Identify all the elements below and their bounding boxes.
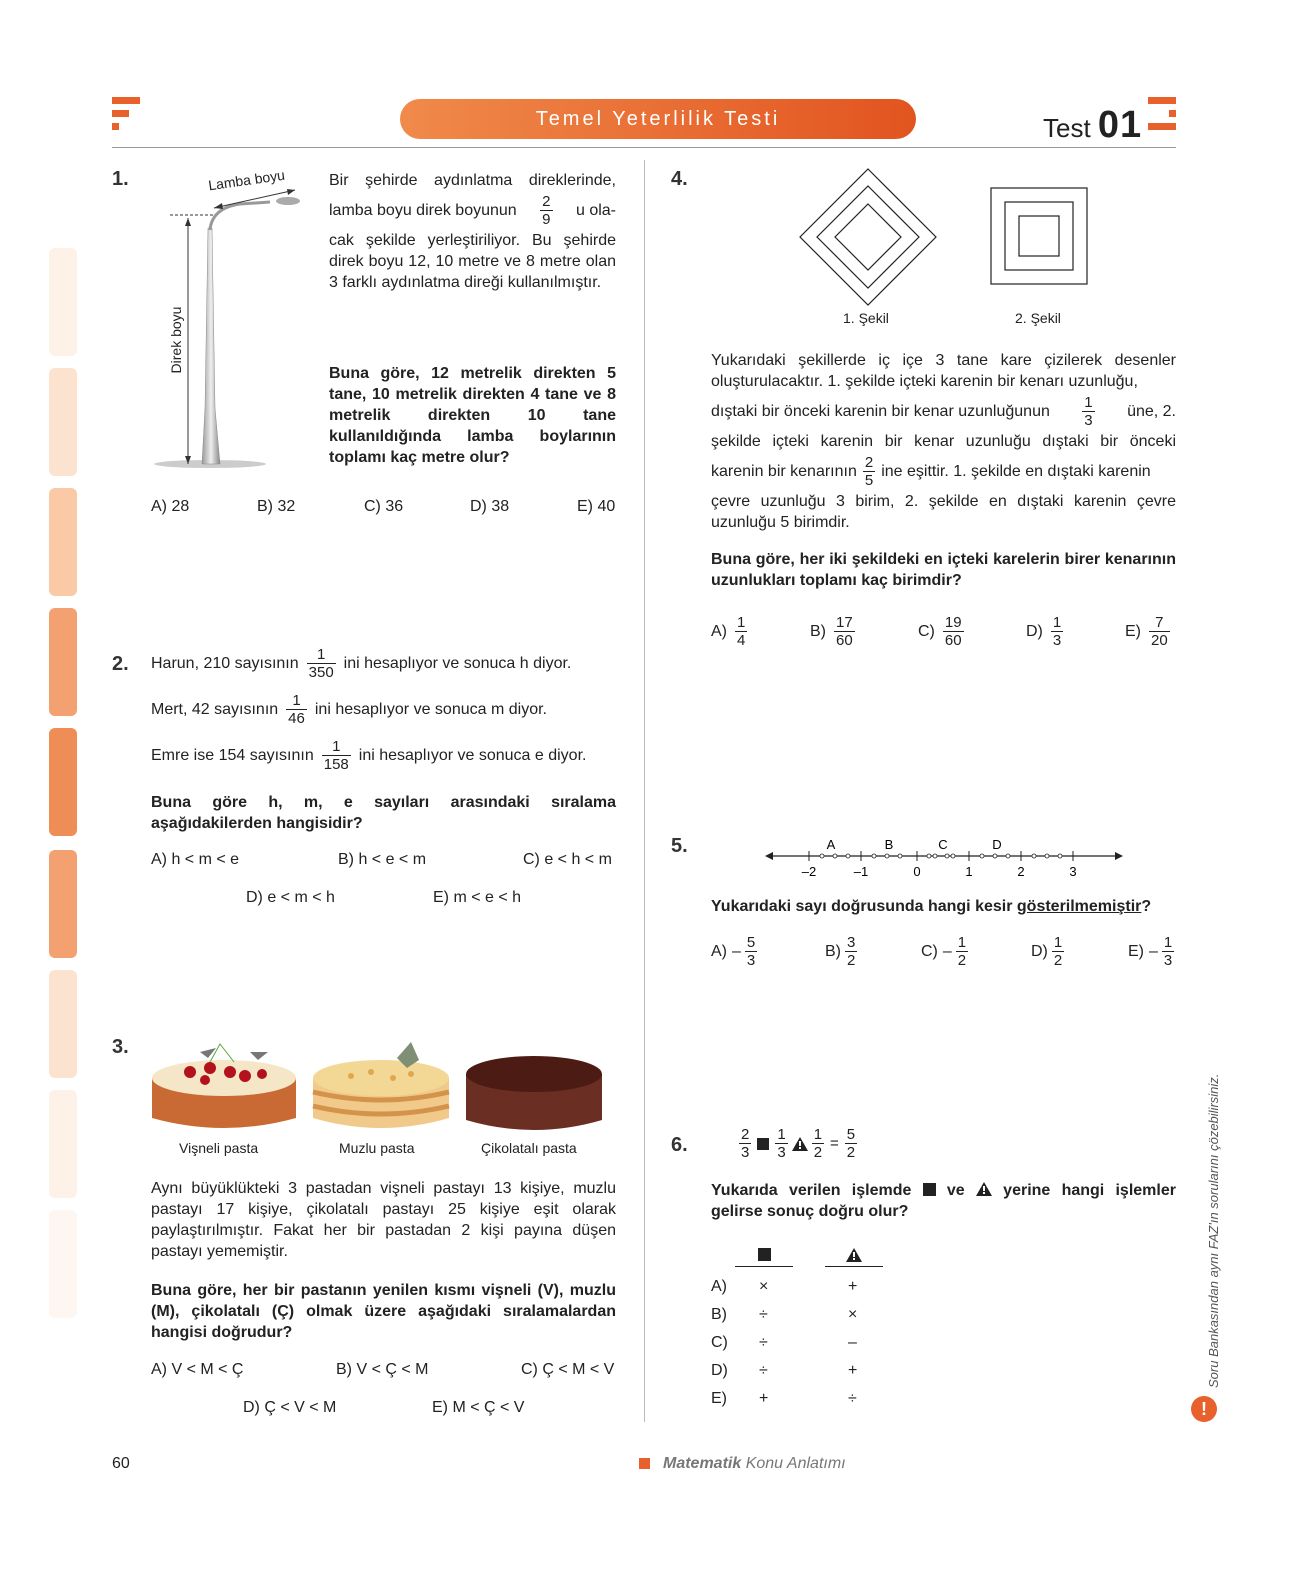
warning-triangle-icon xyxy=(976,1182,992,1196)
frac-denominator: 60 xyxy=(944,632,962,649)
q4-option-a[interactable] xyxy=(711,614,751,649)
option-letter: E) xyxy=(1128,942,1144,960)
option-fraction xyxy=(1051,614,1063,649)
q2-fraction3 xyxy=(322,738,351,773)
option-square-op: ÷ xyxy=(759,1306,768,1323)
nested-squares-figure xyxy=(990,187,1088,285)
q2-option-d[interactable]: D) e < m < h xyxy=(246,889,335,906)
option-letter: E) xyxy=(711,1390,727,1407)
table-header-square xyxy=(735,1248,793,1267)
option-triangle-op: ÷ xyxy=(848,1390,857,1407)
option-fraction xyxy=(735,614,747,649)
page-number: 60 xyxy=(112,1455,130,1472)
option-letter: E) xyxy=(1125,622,1141,640)
q4-para2 xyxy=(711,394,1176,429)
option-fraction xyxy=(1052,934,1064,969)
frac-numerator: 1 xyxy=(1053,934,1063,951)
frac-numerator: 2 xyxy=(741,1126,750,1143)
q3-option-c[interactable]: C) Ç < M < V xyxy=(521,1361,615,1378)
frac-denominator: 3 xyxy=(741,1144,750,1161)
test-label xyxy=(1043,104,1142,147)
q5-option-e[interactable] xyxy=(1128,934,1178,969)
q4-para4-a: karenin bir kenarının xyxy=(711,463,857,480)
q4-para1: Yukarıdaki şekillerde iç içe 3 tane kare çizilerek desenler oluşturulacaktır. 1. şekilde içteki karenin bir kenarı uzunluğu, xyxy=(711,352,1176,390)
q5-question-a: Yukarıdaki sayı doğrusunda hangi kesir xyxy=(711,898,1013,915)
minor-dot xyxy=(846,854,850,858)
point-label: D xyxy=(992,837,1002,852)
frac-numerator: 1 xyxy=(813,1126,823,1143)
q1-line3: cak şekilde yerleştiriliyor. Bu şehirde direk boyu 12, 10 metre ve 8 metre olan 3 farklı aydınlatma direği kullanılmıştır. xyxy=(329,232,616,291)
minor-dot xyxy=(1045,854,1049,858)
q1-number: 1. xyxy=(112,168,129,190)
q1-option-e[interactable]: E) 40 xyxy=(577,498,616,515)
cherry-cake-image xyxy=(150,1038,298,1134)
option-letter: A) xyxy=(711,1278,727,1295)
tick-label: –2 xyxy=(801,864,817,879)
frac-numerator: 2 xyxy=(542,193,551,210)
footer-square-icon xyxy=(639,1458,650,1469)
minor-dot xyxy=(820,854,824,858)
eq-fraction xyxy=(845,1126,857,1161)
book-title-bold: Matematik xyxy=(663,1455,742,1472)
option-square-op: ÷ xyxy=(759,1362,768,1379)
q6-option-b[interactable] xyxy=(711,1306,911,1328)
fig1-caption: 1. Şekil xyxy=(843,310,889,326)
minor-dot xyxy=(933,854,937,858)
frac-denominator: 3 xyxy=(1052,632,1062,649)
option-letter: B) xyxy=(825,942,841,960)
q5-option-b[interactable] xyxy=(825,934,861,969)
pole-length-label: Direk boyu xyxy=(168,306,184,374)
q6-number: 6. xyxy=(671,1134,688,1156)
option-sign: – xyxy=(732,942,741,960)
chocolate-cake-image xyxy=(464,1050,604,1136)
nested-diamonds-figure xyxy=(799,168,937,306)
q4-option-b[interactable] xyxy=(810,614,859,649)
q1-option-c[interactable]: C) 36 xyxy=(364,498,404,515)
minor-dot xyxy=(898,854,902,858)
minor-dot xyxy=(945,854,949,858)
point-label: B xyxy=(884,837,894,852)
q4-option-c[interactable] xyxy=(918,614,968,649)
q4-number: 4. xyxy=(671,168,688,190)
frac-numerator: 5 xyxy=(846,1126,856,1143)
frac-numerator: 3 xyxy=(847,934,856,951)
q3-question: Buna göre, her bir pastanın yenilen kısmı vişneli (V), muzlu (M), çikolatalı (Ç) olmak üzere aşağıdaki sıralamalardan hangisi doğrudur? xyxy=(151,1282,616,1341)
q1-line2b: u ola- xyxy=(575,202,616,219)
q6-equation xyxy=(735,1126,861,1161)
square-icon xyxy=(757,1138,769,1150)
minor-dot xyxy=(885,854,889,858)
lamp-length-label: Lamba boyu xyxy=(207,166,286,194)
frac-numerator: 1 xyxy=(292,692,301,709)
q5-option-c[interactable] xyxy=(921,934,972,969)
q1-question: Buna göre, 12 metrelik direkten 5 tane, 10 metrelik direkten 4 tane ve 8 metrelik direkten 10 tane kullanıldığında lamba boylarının toplamı kaç metre olur? xyxy=(329,365,616,466)
q6-option-c[interactable] xyxy=(711,1334,911,1356)
q2-question: Buna göre h, m, e sayıları arasındaki sıralama aşağıdakilerden hangisidir? xyxy=(151,794,616,832)
option-triangle-op: – xyxy=(848,1334,857,1351)
exclamation-icon: ! xyxy=(1191,1396,1217,1422)
q6-option-d[interactable] xyxy=(711,1362,911,1384)
q5-option-d[interactable] xyxy=(1031,934,1068,969)
option-letter: A) xyxy=(711,942,727,960)
book-title xyxy=(663,1455,846,1473)
frac-denominator: 2 xyxy=(813,1144,823,1161)
q2-line1-a: Harun, 210 sayısının xyxy=(151,654,299,672)
square-icon xyxy=(923,1183,936,1196)
equals-sign: = xyxy=(830,1135,839,1152)
frac-denominator: 3 xyxy=(1084,412,1093,429)
q2-option-a[interactable]: A) h < m < e xyxy=(151,851,240,868)
option-square-op: + xyxy=(759,1390,769,1407)
q2-option-e[interactable]: E) m < e < h xyxy=(433,889,522,906)
warning-triangle-icon xyxy=(792,1137,808,1151)
q3-option-b[interactable]: B) V < Ç < M xyxy=(336,1361,429,1378)
table-header-triangle xyxy=(825,1248,883,1267)
frac-denominator: 5 xyxy=(864,472,874,489)
option-letter: C) xyxy=(711,1334,728,1351)
option-square-op: ÷ xyxy=(759,1334,768,1351)
q1-line1: Bir şehirde aydınlatma direklerinde, xyxy=(329,172,616,189)
q1-line2 xyxy=(329,193,616,228)
frac-denominator: 350 xyxy=(308,664,334,681)
option-sign: – xyxy=(1149,942,1158,960)
frac-denominator: 60 xyxy=(836,632,853,649)
option-fraction xyxy=(956,934,968,969)
q2-line3 xyxy=(151,738,586,773)
option-letter: D) xyxy=(711,1362,728,1379)
q2-option-b[interactable]: B) h < e < m xyxy=(338,851,427,868)
number-line xyxy=(763,832,1125,882)
q3-number: 3. xyxy=(112,1036,129,1058)
point-label: C xyxy=(938,837,948,852)
frac-numerator: 17 xyxy=(836,614,853,631)
tick-label: 1 xyxy=(965,864,973,879)
frac-numerator: 1 xyxy=(1163,934,1173,951)
chocolate-cake-caption: Çikolatalı pasta xyxy=(481,1140,577,1156)
frac-denominator: 4 xyxy=(737,632,746,649)
option-fraction xyxy=(745,934,757,969)
eq-fraction xyxy=(739,1126,751,1161)
q4-fraction1 xyxy=(1082,394,1094,429)
option-fraction xyxy=(1162,934,1174,969)
q4-text xyxy=(711,350,1176,533)
q5-number: 5. xyxy=(671,835,688,857)
frac-denominator: 46 xyxy=(288,710,305,727)
q2-line2-a: Mert, 42 sayısının xyxy=(151,700,279,718)
frac-denominator: 3 xyxy=(746,952,756,969)
logo-left xyxy=(112,97,140,130)
q3-option-d[interactable]: D) Ç < V < M xyxy=(243,1399,337,1416)
option-letter: C) xyxy=(921,942,938,960)
minor-dot xyxy=(951,854,955,858)
frac-denominator: 2 xyxy=(957,952,967,969)
q5-option-a[interactable] xyxy=(711,934,761,969)
q1-option-d[interactable]: D) 38 xyxy=(470,498,510,515)
q3-option-e[interactable]: E) M < Ç < V xyxy=(432,1399,525,1416)
option-fraction xyxy=(845,934,857,969)
q1-option-a[interactable]: A) 28 xyxy=(151,498,190,515)
side-note: Soru Bankasından aynı FAZ'ın sorularını çözebilirsiniz. xyxy=(1206,1073,1221,1388)
q6-question xyxy=(711,1180,1176,1222)
frac-numerator: 1 xyxy=(332,738,341,755)
frac-denominator: 20 xyxy=(1151,632,1168,649)
q1-option-b[interactable]: B) 32 xyxy=(257,498,296,515)
frac-numerator: 1 xyxy=(1084,394,1093,411)
q4-para2-b: üne, 2. xyxy=(1127,403,1176,420)
option-letter: D) xyxy=(1026,622,1043,640)
frac-denominator: 3 xyxy=(777,1144,786,1161)
frac-denominator: 2 xyxy=(847,952,856,969)
eq-fraction xyxy=(812,1126,824,1161)
logo-right xyxy=(1148,97,1176,130)
frac-numerator: 5 xyxy=(746,934,756,951)
option-letter: D) xyxy=(1031,942,1048,960)
frac-numerator: 7 xyxy=(1155,614,1164,631)
q4-para4-b: ine eşittir. 1. şekilde en dıştaki karenin xyxy=(881,463,1151,480)
banana-cake-image xyxy=(311,1038,451,1134)
frac-numerator: 19 xyxy=(944,614,962,631)
book-title-rest: Konu Anlatımı xyxy=(745,1455,846,1472)
q5-question-emphasis: gösterilmemiştir xyxy=(1016,898,1142,915)
q4-question: Buna göre, her iki şekildeki en içteki karelerin birer kenarının uzunlukları toplamı kaç birimdir? xyxy=(711,551,1176,589)
minor-dot xyxy=(1006,854,1010,858)
tick-label: 0 xyxy=(913,864,921,879)
minor-dot xyxy=(980,854,984,858)
q1-line2a: lamba boyu direk boyunun xyxy=(329,202,517,219)
fig2-caption: 2. Şekil xyxy=(1015,310,1061,326)
option-letter: C) xyxy=(918,622,935,640)
option-fraction xyxy=(1149,614,1170,649)
point-label: A xyxy=(826,837,836,852)
q2-line2-b: ini hesaplıyor ve sonuca m diyor. xyxy=(314,700,547,718)
frac-denominator: 2 xyxy=(1053,952,1063,969)
q6-option-a[interactable] xyxy=(711,1278,911,1300)
q4-para5: çevre uzunluğu 3 birim, 2. şekilde en dıştaki karenin çevre uzunluğu 5 birimdir. xyxy=(711,493,1176,531)
frac-denominator: 3 xyxy=(1163,952,1173,969)
frac-numerator: 2 xyxy=(864,454,874,471)
number-line-labels xyxy=(802,837,1077,879)
option-square-op: × xyxy=(759,1278,769,1295)
option-letter: B) xyxy=(810,622,826,640)
q2-line1 xyxy=(151,646,571,681)
frac-numerator: 1 xyxy=(777,1126,786,1143)
q2-line3-b: ini hesaplıyor ve sonuca e diyor. xyxy=(358,746,587,764)
minor-dot xyxy=(872,854,876,858)
option-fraction xyxy=(834,614,855,649)
q2-option-c[interactable]: C) e < h < m xyxy=(523,851,612,868)
tick-label: 2 xyxy=(1017,864,1025,879)
q6-option-e[interactable] xyxy=(711,1390,911,1412)
q2-fraction1 xyxy=(307,646,336,681)
q2-number: 2. xyxy=(112,653,129,675)
frac-numerator: 1 xyxy=(1052,614,1062,631)
option-letter: A) xyxy=(711,622,727,640)
warning-triangle-icon xyxy=(846,1248,862,1262)
banana-cake-caption: Muzlu pasta xyxy=(339,1140,415,1156)
option-letter: B) xyxy=(711,1306,727,1323)
frac-numerator: 1 xyxy=(957,934,967,951)
frac-numerator: 1 xyxy=(737,614,746,631)
q4-para3: şekilde içteki karenin bir kenar uzunluğu dıştaki bir önceki xyxy=(711,433,1176,450)
option-fraction xyxy=(943,614,964,649)
frac-numerator: 1 xyxy=(316,646,326,663)
q2-line1-b: ini hesaplıyor ve sonuca h diyor. xyxy=(343,654,572,672)
header-banner: Temel Yeterlilik Testi xyxy=(400,99,916,139)
q5-question-end: ? xyxy=(1141,898,1152,915)
frac-denominator: 158 xyxy=(323,756,349,773)
option-sign: – xyxy=(942,942,952,960)
q4-para2-a: dıştaki bir önceki karenin bir kenar uzunluğunun xyxy=(711,403,1050,420)
option-triangle-op: × xyxy=(848,1306,858,1323)
q4-fraction2 xyxy=(863,454,875,489)
q3-option-a[interactable]: A) V < M < Ç xyxy=(151,1361,244,1378)
cherry-cake-caption: Vişneli pasta xyxy=(179,1140,259,1156)
square-icon xyxy=(758,1248,771,1261)
minor-dot xyxy=(927,854,931,858)
q6-question-c: yerine hangi işlemler gelirse sonuç doğru olur? xyxy=(711,1182,1176,1220)
tick-label: –1 xyxy=(853,864,869,879)
eq-fraction xyxy=(775,1126,787,1161)
q3-text: Aynı büyüklükteki 3 pastadan vişneli pastayı 13 kişiye, muzlu pastayı 17 kişiye, çikolatalı pastayı 25 kişiye eşit olarak paylaştırılmıştır. Fakat her bir pastadan 2 kişi payına düşen pastayı yememiştir. xyxy=(151,1180,616,1260)
q2-line2 xyxy=(151,692,547,727)
minor-dot xyxy=(833,854,837,858)
test-word: Test xyxy=(1043,113,1091,143)
q6-question-a: Yukarıda verilen işlemde xyxy=(711,1182,912,1199)
q4-option-e[interactable] xyxy=(1125,614,1174,649)
tick-label: 3 xyxy=(1069,864,1077,879)
frac-denominator: 2 xyxy=(846,1144,856,1161)
minor-dot xyxy=(1032,854,1036,858)
q6-question-b: ve xyxy=(946,1182,965,1199)
option-triangle-op: + xyxy=(848,1278,858,1295)
q1-text xyxy=(329,170,616,468)
q2-line3-a: Emre ise 154 sayısının xyxy=(151,746,314,764)
q4-para4 xyxy=(711,454,1176,489)
q4-option-d[interactable] xyxy=(1026,614,1067,649)
test-number: 01 xyxy=(1097,104,1143,146)
frac-denominator: 9 xyxy=(542,211,551,228)
header-rule xyxy=(112,147,1176,148)
minor-dot xyxy=(993,854,997,858)
option-triangle-op: + xyxy=(848,1362,858,1379)
q5-question xyxy=(711,898,1151,916)
q1-fraction xyxy=(540,193,552,228)
q2-fraction2 xyxy=(286,692,307,727)
column-divider xyxy=(644,160,645,1422)
minor-dot xyxy=(1058,854,1062,858)
